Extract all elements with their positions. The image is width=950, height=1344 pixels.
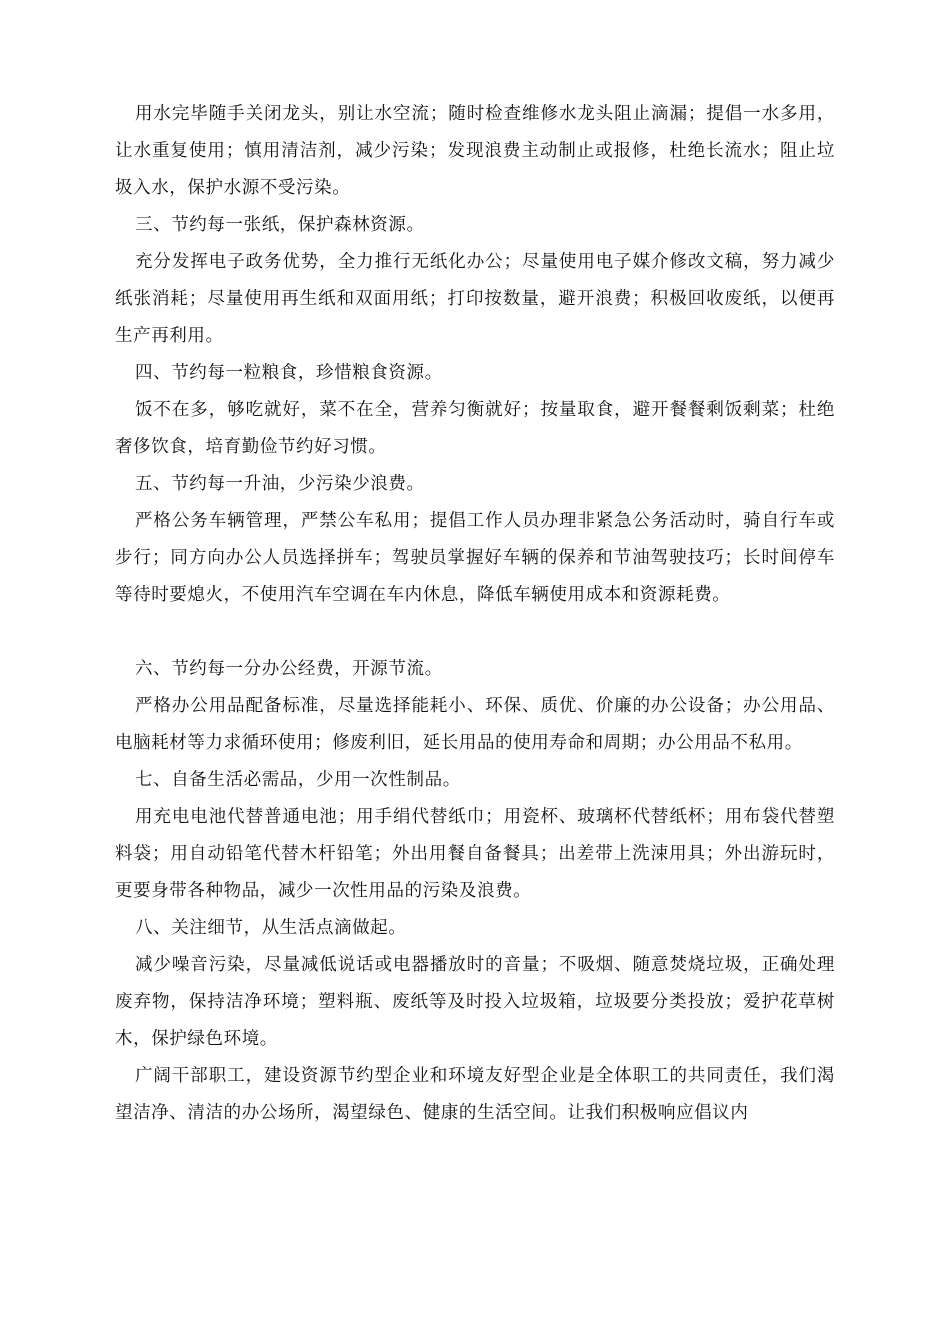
section-heading-paper: 三、节约每一张纸，保护森林资源。 (135, 215, 425, 235)
section-heading-office-funds: 六、节约每一分办公经费，开源节流。 (135, 659, 443, 679)
paragraph-oil-saving: 严格公务车辆管理，严禁公车私用；提倡工作人员办理非紧急公务活动时，骑自行车或步行；同方向办公人员选择拼车；驾驶员掌握好车辆的保养和节油驾驶技巧；长时间停车等待时要熄火，不使用汽车空调在车内休息，降低车辆使用成本和资源耗费。 (115, 511, 835, 605)
paragraph-office-funds: 严格办公用品配备标准，尽量选择能耗小、环保、质优、价廉的办公设备；办公用品、电脑耗材等力求循环使用；修废利旧，延长用品的使用寿命和周期；办公用品不私用。 (115, 696, 835, 753)
section-heading-food: 四、节约每一粒粮食，珍惜粮食资源。 (135, 363, 443, 383)
paragraph-paper-saving: 充分发挥电子政务优势，全力推行无纸化办公；尽量使用电子媒介修改文稿，努力减少纸张消耗；尽量使用再生纸和双面用纸；打印按数量，避开浪费；积极回收废纸，以便再生产再利用。 (115, 252, 835, 346)
paragraph-water-saving: 用水完毕随手关闭龙头，别让水空流；随时检查维修水龙头阻止滴漏；提倡一水多用，让水重复使用；慎用清洁剂，减少污染；发现浪费主动制止或报修，杜绝长流水；阻止垃圾入水，保护水源不受污染。 (115, 104, 835, 198)
section-heading-details: 八、关注细节，从生活点滴做起。 (135, 918, 407, 938)
document-body (115, 96, 835, 1132)
paragraph-disposables: 用充电电池代替普通电池；用手绢代替纸巾；用瓷杯、玻璃杯代替纸杯；用布袋代替塑料袋；用自动铅笔代替木杆铅笔；外出用餐自备餐具；出差带上洗涑用具；外出游玩时，更要身带各种物品，减少一次性用品的污染及浪费。 (115, 807, 835, 901)
section-heading-oil: 五、节约每一升油，少污染少浪费。 (135, 474, 425, 494)
paragraph-food-saving: 饭不在多，够吃就好，菜不在全，营养匀衡就好；按量取食，避开餐餐剩饭剩菜；杜绝奢侈饮食，培育勤俭节约好习惯。 (115, 400, 835, 457)
paragraph-details: 减少噪音污染，尽量减低说话或电器播放时的音量；不吸烟、随意焚烧垃圾，正确处理废弃物，保持洁净环境；塑料瓶、废纸等及时投入垃圾箱，垃圾要分类投放；爱护花草树木，保护绿色环境。 (115, 955, 835, 1049)
section-heading-disposables: 七、自备生活必需品，少用一次性制品。 (135, 770, 461, 790)
paragraph-closing: 广阔干部职工，建设资源节约型企业和环境友好型企业是全体职工的共同责任，我们渴望洁净、清洁的办公场所，渴望绿色、健康的生活空间。让我们积极响应倡议内 (115, 1066, 835, 1123)
